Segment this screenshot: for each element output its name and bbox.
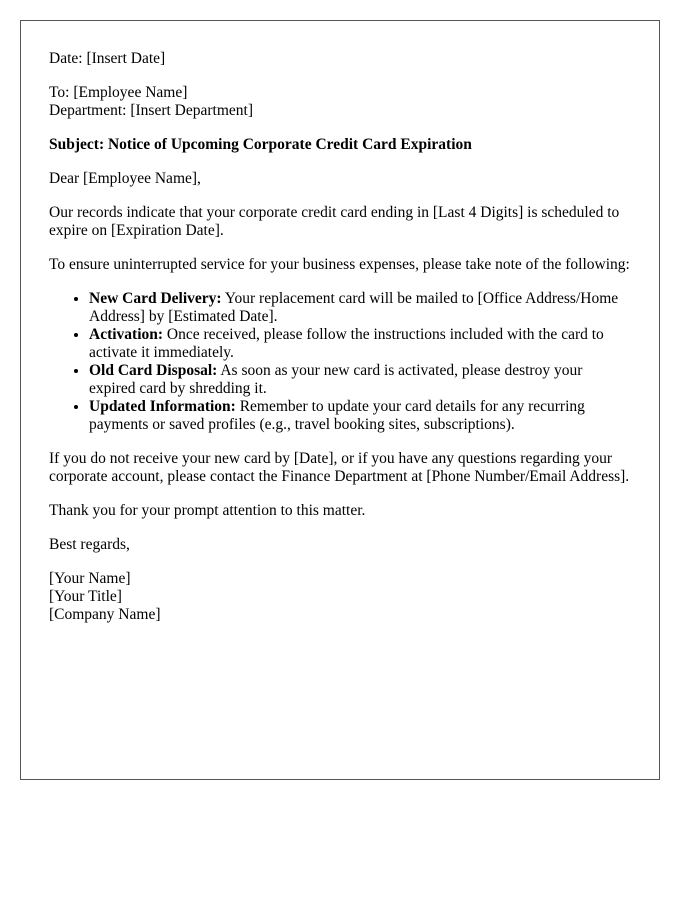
signature-name: [Your Name] (49, 570, 131, 587)
body-paragraph-2: To ensure uninterrupted service for your business expenses, please take note of the following: (49, 256, 630, 273)
body-paragraph-4: Thank you for your prompt attention to this matter. (49, 502, 366, 519)
recipient-block (49, 84, 631, 120)
signature-block (49, 570, 631, 624)
list-item-text: Once received, please follow the instructions included with the card to activate it immediately. (89, 326, 604, 361)
list-item (89, 398, 631, 434)
list-item-title: Updated Information: (89, 398, 236, 415)
list-item-title: Old Card Disposal: (89, 362, 218, 379)
salutation: Dear [Employee Name], (49, 170, 201, 187)
list-item-text: As soon as your new card is activated, please destroy your expired card by shredding it. (89, 362, 583, 397)
list-item-text: Remember to update your card details for any recurring payments or saved profiles (e.g., travel booking sites, subscriptions). (89, 398, 585, 433)
list-item-text: Your replacement card will be mailed to [Office Address/Home Address] by [Estimated Date]. (89, 290, 619, 325)
list-item (89, 290, 631, 326)
instructions-list (49, 290, 631, 434)
list-item-title: New Card Delivery: (89, 290, 222, 307)
signature-title: [Your Title] (49, 588, 122, 605)
recipient-name: To: [Employee Name] (49, 84, 188, 101)
body-paragraph-1: Our records indicate that your corporate credit card ending in [Last 4 Digits] is scheduled to expire on [Expiration Date]. (49, 204, 620, 239)
recipient-department: Department: [Insert Department] (49, 102, 253, 119)
body-paragraph-3: If you do not receive your new card by [Date], or if you have any questions regarding your corporate account, please contact the Finance Department at [Phone Number/Email Address]. (49, 450, 630, 485)
subject-line: Subject: Notice of Upcoming Corporate Credit Card Expiration (49, 136, 472, 153)
letter-page (20, 20, 660, 780)
list-item (89, 326, 631, 362)
closing: Best regards, (49, 536, 130, 553)
list-item (89, 362, 631, 398)
signature-company: [Company Name] (49, 606, 161, 623)
list-item-title: Activation: (89, 326, 164, 343)
date-line: Date: [Insert Date] (49, 50, 166, 67)
